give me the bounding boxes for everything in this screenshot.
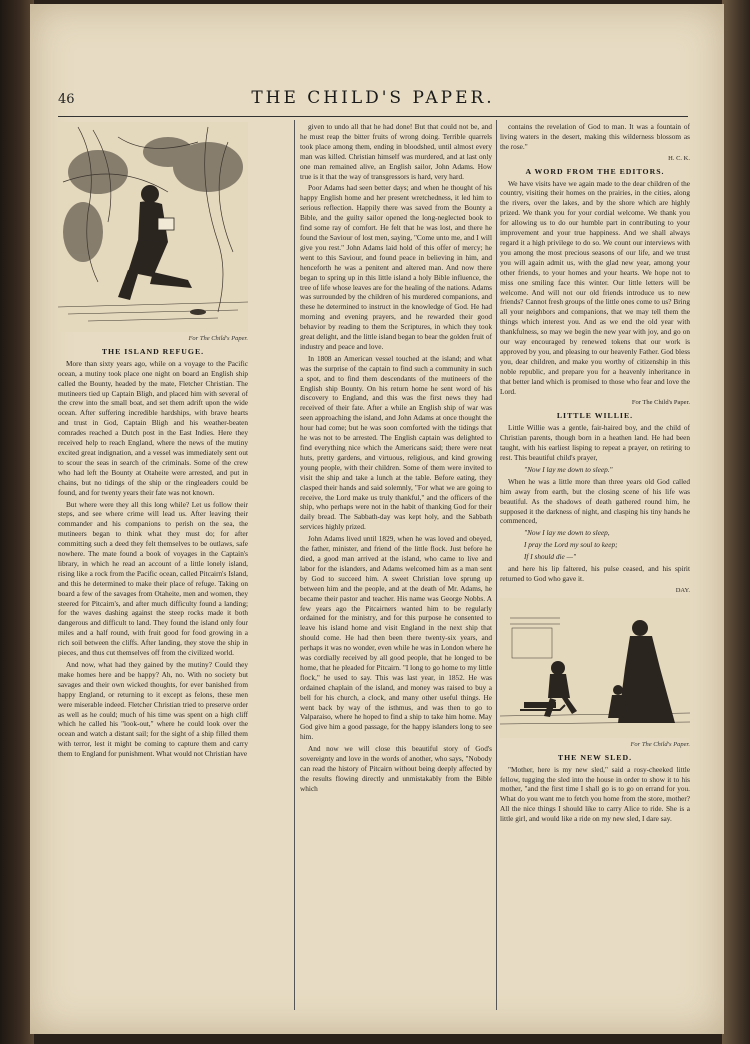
engraving-new-sled-illustration	[500, 598, 690, 738]
paragraph: Little Willie was a gentle, fair-haired boy, and the child of Christian parents, though born in a heathen land. He had been taught, with his earliest lisping to repeat a prayer, on retiring to rest. This beautiful child's prayer,	[500, 423, 690, 462]
article-heading-island-refuge: THE ISLAND REFUGE.	[101, 346, 205, 356]
poem-line: I pray the Lord my soul to keep;	[524, 540, 618, 550]
author-signature: DAY.	[675, 586, 690, 594]
paragraph: given to undo all that he had done! But that could not be, and he must reap the bitter fruits of wrong doing. Terrible quarrels took place among them, ending in bloodshed, until almost every man was killed. Christian himself was murdered, and at last only one man remained alive, an English sailor, John Adams. How true is it that the way of transgressors is hard, very hard.	[300, 122, 492, 181]
article-heading-little-willie: LITTLE WILLIE.	[556, 411, 634, 421]
article-heading-editors: A WORD FROM THE EDITORS.	[525, 166, 665, 176]
illustration-caption: For The Child's Paper.	[188, 335, 248, 342]
author-initials: H. C. K.	[668, 154, 690, 162]
paragraph: "Mother, here is my new sled," said a rosy-cheeked little fellow, tugging the sled into the house in order to show it to his mother, "and the first time I shall go is to go on errand for you. What do you want me to fetch you home from the store, mother? All the nice things I should like to carry Alice to ride. She is a little girl, and would like a ride on my new sled, I dare say.	[500, 764, 690, 824]
poem-line: "Now I lay me down to sleep."	[524, 464, 613, 474]
paragraph: In 1808 an American vessel touched at the island; and what was the surprise of the captain to find such a community in such a spot, and to find them descendants of the mutineers of the English ship Bounty. On his return home he sent word of his discovery to England, and this was the first news they had received of their fate. After a while an English ship of war was seen approaching the island, and John Adams at once thought the hour had come; but he was soon comforted with the tidings that he was not to be arrested. The English captain was delighted to find everything nice which the Americans said; there were neat huts, pretty gardens, and virtuous, religious, and kind growing young people, with their children. Some of them were invited to visit the ship and take a lunch at the table. Before eating, they clasped their hands and said solemnly, "For what we are going to receive, the Lord make us truly thankful," and the officers of the ship, who perhaps were not in the habit of thanking God for their daily bread. The Sabbath-day was kept holy, and the Sabbath services highly prized.	[300, 353, 492, 532]
paragraph: Poor Adams had seen better days; and when he thought of his happy English home and her present wretchedness, it led him to serious reflection. Happily there was saved from the Bounty a Bible, and the guilty sailor opened the long-neglected book to find some ray of comfort. He felt that he was lost, and there he found the Saviour of lost men, saying, "Come unto me, and I will give you rest." John Adams laid hold of this offer of mercy; he went to this Saviour, and found peace in believing in him, and henceforth he was a penitent and altered man. And now there began to spring up in this little island a holy Bible influence, the tree of life whose leaves are for the healing of the nations. Adams was surrounded by the children of his murdered companions, and these he determined to instruct in the knowledge of God. He had morning and evening prayers, and he rewarded their good behavior by reading to them the Scriptures, in which they took great delight, and the little island began to bear the golden fruit of industry and peace and love.	[300, 183, 492, 351]
page-title: THE CHILD'S PAPER.	[251, 88, 495, 108]
poem-line: "Now I lay me down to sleep,	[524, 528, 610, 538]
attribution: For The Child's Paper.	[631, 399, 690, 407]
page-header	[58, 88, 688, 116]
paragraph: More than sixty years ago, while on a voyage to the Pacific ocean, a mutiny took place one night on board an English ship called the Bounty, headed by the mate, Fletcher Christian. The mutineers tied up Captain Bligh, and placed him with several of the crew into the small boat, and set them adrift upon the wide ocean. After suffering incredible hardships, with brave hearts and trust in God, Captain Bligh and his weather-beaten comrades reached a Dutch post in the East Indies. Here they received help to reach England, where the news of the mutiny excited great indignation, and a vessel was immediately sent out to scour the seas in search of the criminals. Some of the crew who had left the Bounty at Otaheite were arrested, and put in chains, but no tidings of the ship or the ringleaders could be found, and for twenty years their fate was not known.	[58, 358, 248, 497]
column-rule	[496, 120, 497, 1010]
paragraph: and here his lip faltered, his pulse ceased, and his spirit returned to God who gave it.	[500, 564, 690, 583]
header-rule	[58, 116, 688, 117]
paragraph: John Adams lived until 1829, when he was loved and obeyed, the father, minister, and friend of the little flock. Just before he died, a good man arrived at the island, who came to live and labor for the islanders, and Adams welcomed him as a man sent by God to succeed him. A sweet Christian love sprung up between him and the people, and at the death of Mr. Adams, he became their pastor and teacher. His name was George Nobbs. A few years ago the Pitcairners wanted him to be regularly ordained for the ministry, and for this purpose he consented to leave his island home and visit England in the next ship that should come. He had then been there twenty-six years, and perhaps it was no wonder, even while he was in London where he was cordially received by all good people, that he longed to be home, that he pleaded for Pitcairn. "I long to go home to my little flock," he used to say. This was last year, in 1852. He was ordained chaplain of the island, and money was raised to buy a bell for his church, a clock, and many other useful things. He went back by way of the isthmus, and was then to go to Valparaiso, where he hoped to find a ship to take him home. May God give him a good passage, for the happy islanders long to see him.	[300, 534, 492, 742]
paragraph: But where were they all this long while? Let us follow their steps, and see where crime will lead us. After leaving their commander and his companions to perish on the sea, the mutineers began to think what they must do; for after committing such a deed they felt themselves to be outlaws, safe nowhere. The mate found a book of voyages in the Captain's library, in which he read an account of a little lonely island, rising like a rock from the Pacific ocean, called Pitcairn's Island, and this he determined to make their place of refuge. Taking on board a few of the savages from Otaheite, men and women, they steered for Pitcairn's, and after much difficulty found a landing; for the waves dashing against the steep rocks made it both dangerous and difficult to land. They found the island only four miles and a half round, with fruit good for food growing in a rich soil between the cliffs. After landing, they stove the ship in pieces, and thus cut themselves off from the civilized world.	[58, 499, 248, 658]
paragraph: When he was a little more than three years old God called him away from earth, but the closing scene of his life was beautiful. As the shadows of death gathered round him, he supposed it the darkness of night, and clasping his tiny hands he commenced,	[500, 476, 690, 526]
book-spine	[0, 0, 34, 1044]
paragraph: And now we will close this beautiful story of God's sovereignty and love in the words of another, who says, "Nobody can read the history of Pitcairn without being deeply affected by the results flowing directly and unmistakably from the Bible which	[300, 744, 492, 793]
column-rule	[294, 120, 295, 1010]
paragraph: And now, what had they gained by the mutiny? Could they make homes here and be happy? Ah, no. With no society but savages and their own wicked thoughts, for ever banished from happy England, or returning to it except as felons, these men were miserable indeed. Fletcher Christian tried to preserve order as well as he could; much of his time was spent on a high cliff which he called his "look-out," where he could look over the ocean and watch a distant sail; for the sight of a ship filled them with terror, lest it might be coming to capture them and carry them to England for punishment. What would not Christian have	[58, 660, 248, 759]
illustration-caption: For The Child's Paper.	[630, 740, 690, 748]
page-number: 46	[58, 92, 75, 107]
column-2	[300, 122, 492, 1002]
page-edge	[722, 0, 750, 1044]
paragraph: We have visits have we again made to the dear children of the country, visiting their homes on the prairies, in the cities, along the rivers, over the lakes, and by the shore which are highly prized. We thank you for your cordial welcome. We thank you for allowing us to do our humble part in contributing to your improvement and your true happiness. And we shall always regard it a high privilege to do so. We count our interviews with you among the most precious seasons of our life, and we trust you will again admit us, with the glad new year, among your other friends, to your homes and your hearts. We hope not to miss one smiling face this winter. Our little letters will be welcome. And will not our old friends introduce us to new friends? Cannot fresh groups of the little ones come to us? Bring all your neighbors and companions, that we may tell them the things which interest you. And as we end the old year with thankfulness, so may we begin the new year with joy, and go on our way encouraged by renewed tokens that our work is approved by you, and pleasing to our heavenly Father. God bless you, dear children, and make you worthy of citizenship in this noble republic, and prepare you for a heavenly inheritance in that better land which is promised to those who fear and love the Lord.	[500, 178, 690, 396]
paragraph: contains the revelation of God to man. It was a fountain of living waters in the desert, making this wilderness blossom as the rose."	[500, 122, 690, 151]
article-heading-new-sled: THE NEW SLED.	[557, 752, 633, 762]
engraving-mutineer-illustration	[58, 122, 248, 332]
poem-line: If I should die —"	[524, 552, 577, 562]
column-3	[500, 122, 690, 1002]
column-1	[58, 122, 248, 1002]
